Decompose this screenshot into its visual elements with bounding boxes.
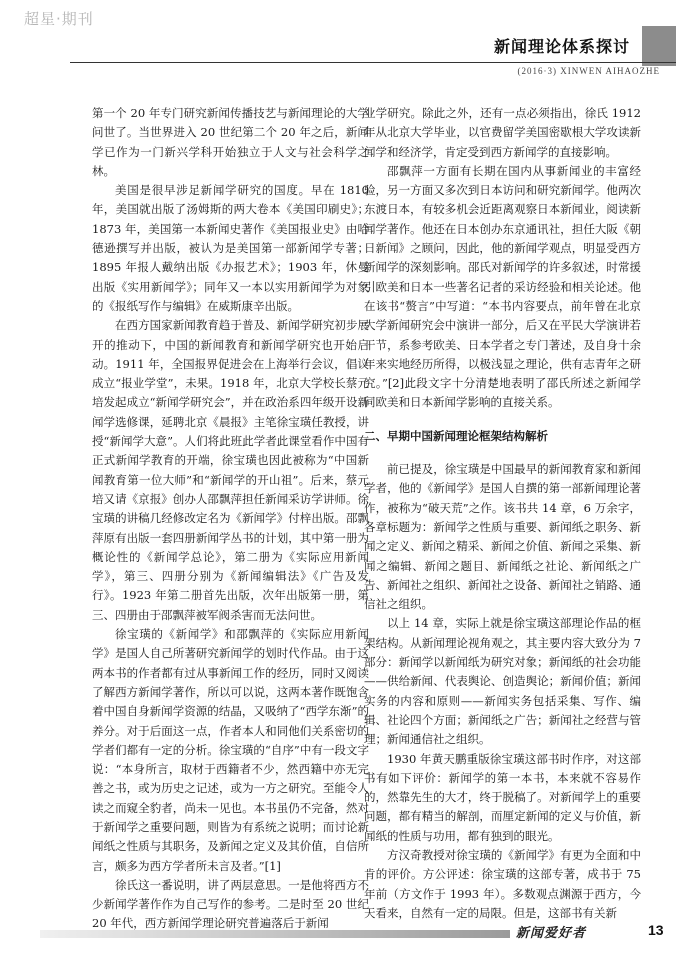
paragraph: 前已提及，徐宝璜是中国最早的新闻教育家和新闻学者，他的《新闻学》是国人自撰的第一部新闻理论著作，被称为“破天荒”之作。该书共 14 章，6 万余字，各章标题为：新闻学之性质与重要、新闻纸之职务、新闻之定义、新闻之精采、新闻之价值、新闻之采集、新闻之编辑、新闻之题目、新闻纸之社论、新闻纸之广告、新闻社之组织、新闻社之设备、新闻社之销路、通信社之组织。	[364, 462, 641, 612]
section-heading: 二、早期中国新闻理论框架结构解析	[364, 428, 548, 443]
right-column	[364, 104, 641, 923]
issue-label: (2016·3) XINWEN AIHAOZHE	[517, 66, 660, 76]
header-gray-tab	[642, 26, 676, 66]
paragraph: 第一个 20 年专门研究新闻传播技艺与新闻理论的大学问世了。当世界进入 20 世纪第二个 20 年之后，新闻学已作为一门新兴学科开始独立于人文与社会科学之林。	[92, 106, 369, 178]
header-rule	[70, 62, 676, 63]
paragraph: 1930 年黄天鹏重版徐宝璜这部书时作序，对这部书有如下评价：新闻学的第一本书，本来就不容易作的，然靠先生的大才，终于脱稿了。对新闻学上的重要问题，都有精当的解剖，而厘定新闻的定义与价值，新闻纸的性质与功用，都有独到的眼光。	[364, 751, 641, 843]
paragraph: 美国是很早涉足新闻学研究的国度。早在 1810 年，美国就出版了汤姆斯的两大卷本《美国印刷史》；1873 年，美国第一本新闻史著作《美国报业史》由哈德逊撰写并出版，被认为是美国第一部新闻学专著；1895 年报人戴纳出版《办报艺术》；1903 年，休曼出版《实用新闻学》；同年又一本以实用新闻学为对象的《报纸写作与编辑》在威斯康辛出版。	[92, 183, 369, 313]
paragraph: 以上 14 章，实际上就是徐宝璜这部理论作品的框架结构。从新闻理论视角观之，其主要内容大致分为 7 部分：新闻学以新闻纸为研究对象；新闻纸的社会功能——供给新闻、代表舆论、创造舆论；新闻价值；新闻实务的内容和原则——新闻实务包括采集、写作、编辑、社论四个方面；新闻纸之广告；新闻社之经营与管理；新闻通信社之组织。	[364, 616, 641, 747]
left-column	[92, 104, 369, 934]
paragraph: 方汉奇教授对徐宝璜的《新闻学》有更为全面和中肯的评价。方公评述：徐宝璜的这部专著，成书于 75 年前（方文作于 1993 年）。多数观点渊源于西方，今天看来，自然有一定的局限。但是，这部书有关新	[364, 847, 641, 920]
footer-bar	[40, 930, 510, 938]
section-title: 新闻理论体系探讨	[493, 37, 630, 56]
paragraph: 徐宝璜的《新闻学》和邵飘萍的《实际应用新闻学》是国人自己所著研究新闻学的划时代作品。由于这两本书的作者都有过从事新闻工作的经历，同时又阅读了解西方新闻学著作，所以可以说，这两本著作既饱含着中国自身新闻学资源的结晶，又吸纳了“西学东渐”的养分。对于后面这一点，作者本人和同他们关系密切的学者们都有一定的分析。徐宝璜的“自序”中有一段文字说：“本身所言，取材于西籍者不少，然西籍中亦无完善之书，或为历史之记述，或为一方之研究。至能令人读之而窥全豹者，尚未一见也。本书虽仍不完备，然对于新闻学之重要问题，则皆为有系统之说明；而讨论新闻纸之性质与其职务，及新闻之定义及其价值，自信所言，颇多为西方学者所未言及者。”[1]	[92, 627, 369, 873]
paragraph: 邵飘萍一方面有长期在国内从事新闻业的丰富经验，另一方面又多次到日本访问和研究新闻学。他两次东渡日本，有较多机会近距离观察日本新闻业，阅读新闻学著作。他还在日本创办东京通讯社，担任大阪《朝日新闻》之顾问，因此，他的新闻学观点，明显受西方新闻学的深刻影响。邵氏对新闻学的许多叙述，时常援引欧美和日本一些著名记者的采访经验和相关论述。他在该书“赘言”中写道：“本书内容要点，前年曾在北京大学新闻研究会中演讲一部分，后又在平民大学演讲若干节，系参考欧美、日本学者之专门著述，及自身十余年来实地经历所得，以极浅显之理论，供有志青年之研究。”[2]此段文字十分清楚地表明了邵氏所述之新闻学同欧美和日本新闻学影响的直接关系。	[364, 163, 641, 410]
journal-brand: 超星·期刊	[24, 10, 94, 28]
paragraph: 业学研究。除此之外，还有一点必须指出，徐氏 1912 年从北京大学毕业，以官费留学美国密歇根大学攻读新闻学和经济学，肯定受到西方新闻学的直接影响。	[364, 106, 641, 159]
magazine-logo: 新闻爱好者	[516, 926, 587, 941]
page-number: 13	[648, 922, 664, 938]
paragraph: 徐氏这一番说明，讲了两层意思。一是他将西方不少新闻学著作作为自己写作的参考。二是时至 20 世纪 20 年代，西方新闻学理论研究普遍落后于新闻	[92, 877, 369, 931]
paragraph: 在西方国家新闻教育趋于普及、新闻学研究初步展开的推动下，中国的新闻教育和新闻学研究也开始启动。1911 年，全国报界促进会在上海举行会议，倡议成立“报业学堂”，未果。1918 年，北京大学校长蔡元培发起成立“新闻学研究会”，并在政治系四年级开设新闻学选修课，延聘北京《晨报》主笔徐宝璜任教授，讲授“新闻学大意”。人们将此班此学者此课堂看作中国有正式新闻学教育的开端，徐宝璜也因此被称为“中国新闻教育第一位大师”和“新闻学的开山祖”。后来，蔡元培又请《京报》创办人邵飘萍担任新闻采访学讲师。徐宝璜的讲稿几经修改定名为《新闻学》付梓出版。邵飘萍原有出版一套四册新闻学丛书的计划，其中第一册为概论性的《新闻学总论》，第二册为《实际应用新闻学》，第三、四册分别为《新闻编辑法》《广告及发行》。1923 年第二册首先出版，次年出版第一册，第三、四册由于邵飘萍被军阀杀害而无法问世。	[92, 318, 369, 622]
